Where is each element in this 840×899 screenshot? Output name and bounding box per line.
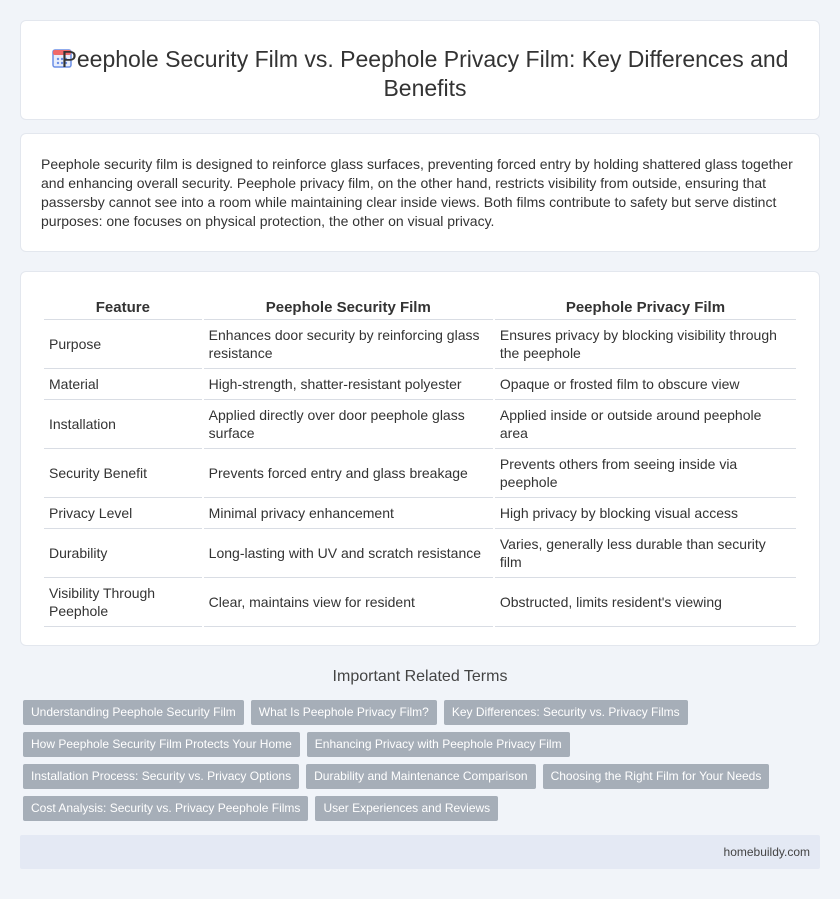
- related-terms-tags: [23, 700, 803, 828]
- related-term-tag[interactable]: Key Differences: Security vs. Privacy Films: [444, 700, 688, 725]
- header-feature: Feature: [44, 296, 202, 320]
- table-cell: Clear, maintains view for resident: [204, 578, 493, 627]
- tag-row: [23, 700, 803, 725]
- table-cell: Applied directly over door peephole glass surface: [204, 400, 493, 449]
- comparison-table-card: [20, 271, 820, 646]
- table-header-row: [44, 296, 796, 320]
- table-cell: Durability: [44, 529, 202, 578]
- related-term-tag[interactable]: Installation Process: Security vs. Privacy Options: [23, 764, 299, 789]
- table-row: [44, 449, 796, 498]
- tag-row: [23, 764, 803, 789]
- table-row: [44, 320, 796, 369]
- related-term-tag[interactable]: How Peephole Security Film Protects Your Home: [23, 732, 300, 757]
- table-row: [44, 498, 796, 529]
- table-row: [44, 400, 796, 449]
- footer: [20, 835, 820, 869]
- table-cell: High-strength, shatter-resistant polyester: [204, 369, 493, 400]
- table-cell: Security Benefit: [44, 449, 202, 498]
- related-term-tag[interactable]: Choosing the Right Film for Your Needs: [543, 764, 770, 789]
- tag-row: [23, 796, 803, 821]
- table-cell: Varies, generally less durable than security film: [495, 529, 796, 578]
- related-term-tag[interactable]: Understanding Peephole Security Film: [23, 700, 244, 725]
- table-cell: Long-lasting with UV and scratch resistance: [204, 529, 493, 578]
- intro-paragraph: Peephole security film is designed to reinforce glass surfaces, preventing forced entry by holding shattered glass together and enhancing overall security. Peephole privacy film, on the other hand, restricts visibility from outside, ensuring that passersby cannot see into a room while maintaining clear inside views. Both films contribute to safety but serve distinct purposes: one focuses on physical protection, the other on visual privacy.: [41, 156, 793, 229]
- table-row: [44, 369, 796, 400]
- table-cell: Enhances door security by reinforcing glass resistance: [204, 320, 493, 369]
- table-cell: Ensures privacy by blocking visibility through the peephole: [495, 320, 796, 369]
- related-terms-title: Important Related Terms: [332, 668, 508, 685]
- header-security-film: Peephole Security Film: [204, 296, 493, 320]
- related-term-tag[interactable]: Enhancing Privacy with Peephole Privacy Film: [307, 732, 570, 757]
- related-term-tag[interactable]: Cost Analysis: Security vs. Privacy Peephole Films: [23, 796, 308, 821]
- table-cell: Opaque or frosted film to obscure view: [495, 369, 796, 400]
- table-cell: Prevents forced entry and glass breakage: [204, 449, 493, 498]
- related-term-tag[interactable]: What Is Peephole Privacy Film?: [251, 700, 437, 725]
- table-cell: Privacy Level: [44, 498, 202, 529]
- table-cell: Installation: [44, 400, 202, 449]
- table-cell: Purpose: [44, 320, 202, 369]
- tag-row: [23, 732, 803, 757]
- table-row: [44, 529, 796, 578]
- header-privacy-film: Peephole Privacy Film: [495, 296, 796, 320]
- table-cell: Material: [44, 369, 202, 400]
- table-cell: Applied inside or outside around peephole area: [495, 400, 796, 449]
- table-cell: Obstructed, limits resident's viewing: [495, 578, 796, 627]
- table-cell: Minimal privacy enhancement: [204, 498, 493, 529]
- header-card: [20, 20, 820, 120]
- related-term-tag[interactable]: User Experiences and Reviews: [315, 796, 498, 821]
- table-cell: Visibility Through Peephole: [44, 578, 202, 627]
- related-term-tag[interactable]: Durability and Maintenance Comparison: [306, 764, 535, 789]
- table-row: [44, 578, 796, 627]
- footer-site-name[interactable]: homebuildy.com: [723, 845, 810, 859]
- page-title: Peephole Security Film vs. Peephole Privacy Film: Key Differences and Benefits: [61, 46, 789, 101]
- comparison-table: [42, 296, 798, 627]
- table-cell: Prevents others from seeing inside via peephole: [495, 449, 796, 498]
- intro-card: [20, 133, 820, 252]
- table-cell: High privacy by blocking visual access: [495, 498, 796, 529]
